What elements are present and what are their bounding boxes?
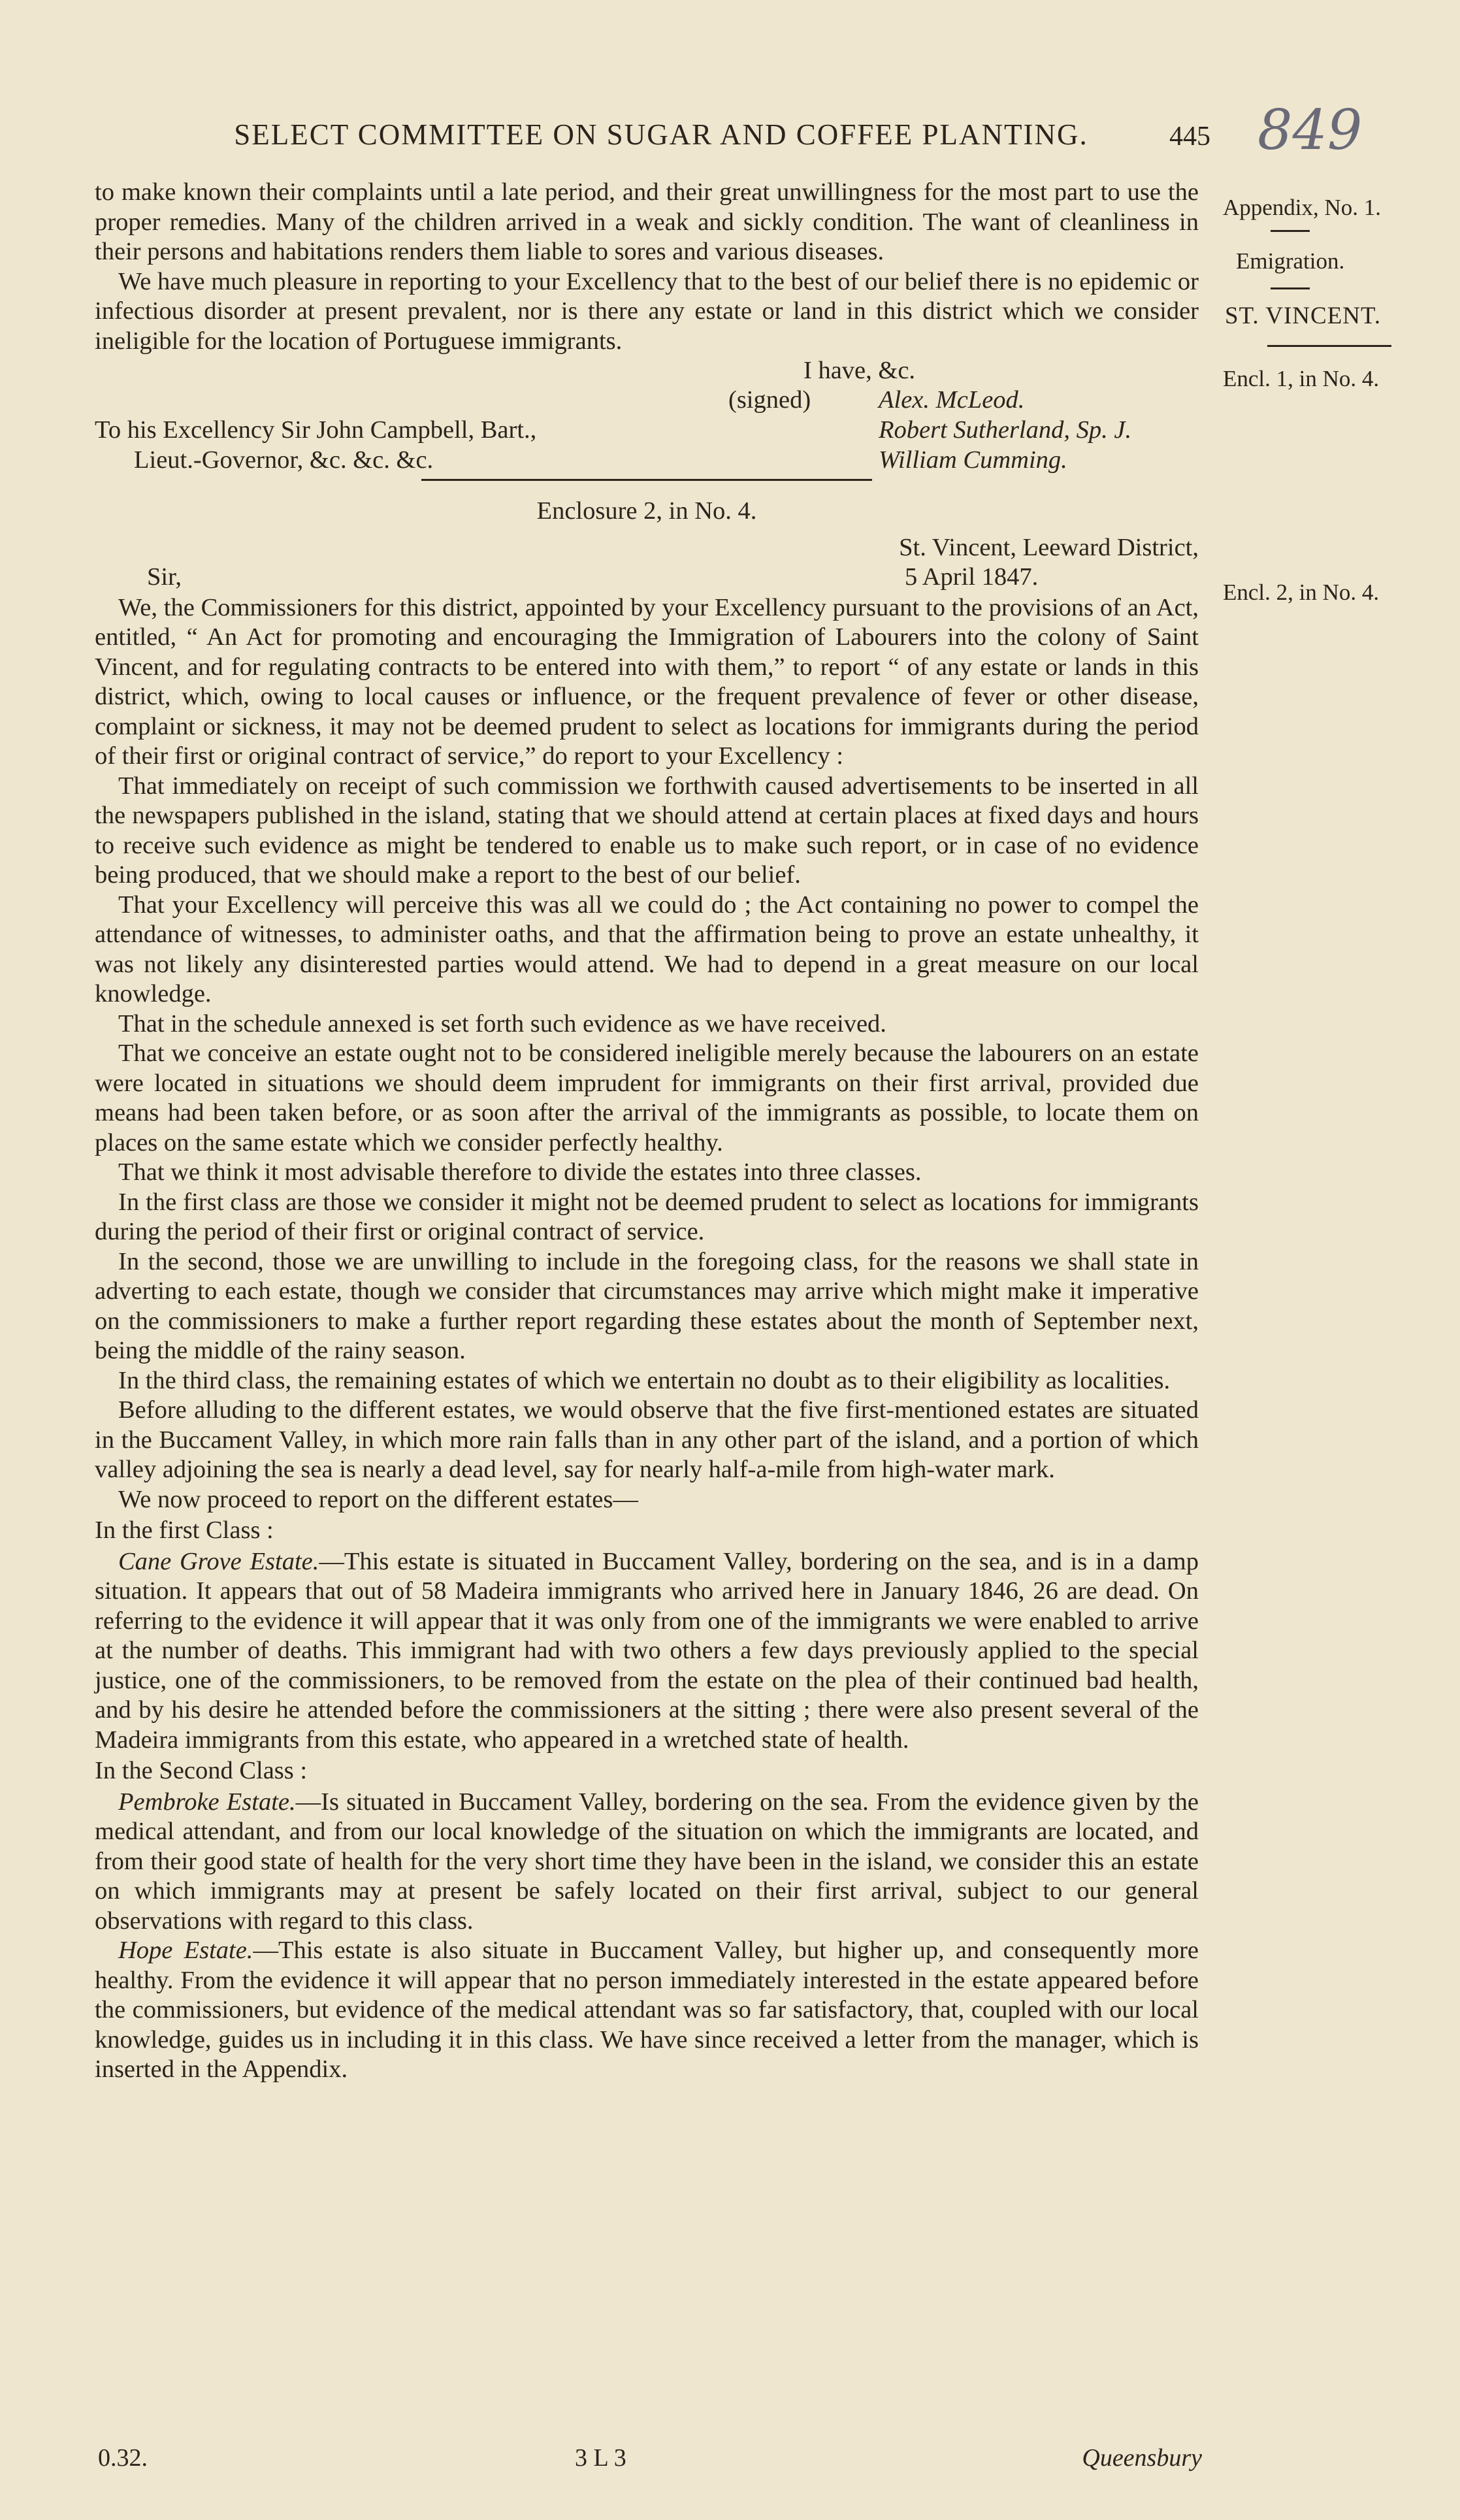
salutation: Sir,: [147, 563, 182, 591]
closing-phrase: I have, &c.: [803, 357, 916, 384]
margin-divider: [1271, 230, 1310, 232]
footer-catchword: Queensbury: [1082, 2444, 1202, 2472]
signature: Alex. McLeod.: [879, 386, 1025, 414]
estate-text: —This estate is situated in Buccament Valley, bordering on the sea, and is in a damp situation. It appears that out of 58 Madeira immigrants who arrived here in January 1846, 26 are dead. On referring to the evidence it will appear that it was only from one of the immigrants we were enabled to arrive at the number of deaths. This immigrant had with two others a few days previously applied to the special justice, one of the commissioners, to be removed from the estate on the plea of their continued bad health, and by his desire he attended before the commissioners at the sitting ; there were also present several of the Madeira immigrants from this estate, who appeared in a wretched state of health.: [95, 1547, 1199, 1754]
footer-gathering-mark: 3 L 3: [575, 2444, 626, 2472]
margin-note-emigration: Emigration.: [1236, 248, 1345, 274]
margin-divider: [1271, 287, 1310, 289]
handwritten-folio-number: 849: [1257, 98, 1363, 162]
section-divider: [421, 479, 872, 481]
paragraph: to make known their complaints until a late period, and their great unwillingness for the most part to use the proper remedies. Many of the children arrived in a weak and sickly condition. The want of cleanliness in their persons and habitations renders them liable to sores and various diseases.: [95, 178, 1199, 265]
paragraph: That we think it most advisable therefore to divide the estates into three classes.: [118, 1158, 922, 1186]
margin-note-encl2: Encl. 2, in No. 4.: [1223, 580, 1380, 605]
class-heading: In the first Class :: [95, 1516, 274, 1544]
main-text: [95, 178, 1199, 2085]
estate-text: —This estate is also situate in Buccament Valley, but higher up, and consequently more healthy. From the evidence it will appear that no person immediately interested in the estate appeared before the commissioners, but evidence of the medical attendant was so far satisfactory, that, coupled with our local knowledge, guides us in including it in this class. We have since received a letter from the manager, which is inserted in the Appendix.: [95, 1937, 1199, 2083]
margin-note-encl1: Encl. 1, in No. 4.: [1223, 366, 1380, 391]
page-number: 445: [1169, 122, 1210, 152]
paragraph: We, the Commissioners for this district, appointed by your Excellency pursuant to the provisions of an Act, entitled, “ An Act for promoting and encouraging the Immigration of Labourers into the colony of Saint Vincent, and for regulating contracts to be entered into with them,” to report “ of any estate or lands in this district, which, owing to local causes or influence, or the frequent prevalence of fever or other disease, complaint or sickness, it may not be deemed prudent to select as locations for immigrants during the period of their first or original contract of service,” do report to your Excellency :: [95, 593, 1199, 770]
estate-paragraph: [95, 1547, 1199, 1756]
estate-paragraph: [95, 1788, 1199, 1937]
letter-closing: [95, 356, 1199, 474]
margin-divider: [1267, 345, 1391, 347]
enclosure-title: Enclosure 2, in No. 4.: [536, 497, 757, 525]
addressee: Lieut.-Governor, &c. &c. &c.: [134, 446, 434, 474]
paragraph: That in the schedule annexed is set forth such evidence as we have received.: [118, 1009, 886, 1038]
estate-name: Cane Grove Estate.: [118, 1547, 319, 1575]
paragraph: That we conceive an estate ought not to be considered ineligible merely because the labourers on an estate were located in situations we should deem imprudent for immigrants on their first arrival, provided due means had been taken before, or as soon after the arrival of the immigrants as possible, to locate them on places on the same estate which we consider perfectly healthy.: [95, 1039, 1199, 1156]
paragraph: In the first class are those we consider it might not be deemed prudent to select as locations for immigrants during the period of their first or original contract of service.: [95, 1188, 1199, 1245]
paragraph: We have much pleasure in reporting to your Excellency that to the best of our belief there is no epidemic or infectious disorder at present prevalent, nor is there any estate or land in this district which we consider ineligible for the location of Portuguese immigrants.: [95, 267, 1199, 355]
running-header: SELECT COMMITTEE ON SUGAR AND COFFEE PLANTING.: [234, 118, 1088, 151]
letter-date: 5 April 1847.: [905, 563, 1039, 591]
margin-note-appendix: Appendix, No. 1.: [1223, 195, 1382, 220]
estate-text: —Is situated in Buccament Valley, bordering on the sea. From the evidence given by the medical attendant, and from our local knowledge of the situation on which the immigrants are located, and from their good state of health for the very short time they have been in the island, we consider this an estate on which immigrants may at present be safely located on their first arrival, subject to our general observations with regard to this class.: [95, 1788, 1199, 1935]
letter-dateline: [95, 533, 1199, 593]
signature: Robert Sutherland, Sp. J.: [879, 416, 1132, 444]
footer-signature-mark: 0.32.: [98, 2444, 148, 2472]
paragraph: We now proceed to report on the different estates—: [118, 1485, 638, 1513]
signed-label: (signed): [728, 386, 811, 414]
paragraph: That your Excellency will perceive this was all we could do ; the Act containing no power to compel the attendance of witnesses, to administer oaths, and that the affirmation being to prove an estate unhealthy, it was not likely any disinterested parties would attend. We had to depend in a great measure on our local knowledge.: [95, 891, 1199, 1007]
estate-name: Hope Estate.: [118, 1937, 253, 1964]
paragraph: That immediately on receipt of such commission we forthwith caused advertisements to be inserted in all the newspapers published in the island, stating that we should attend at certain places at fixed days and hours to receive such evidence as might be tendered to enable us to make such report, or in case of no evidence being produced, that we should make a report to the best of our belief.: [95, 772, 1199, 889]
signature: William Cumming.: [879, 446, 1067, 474]
letter-place: St. Vincent, Leeward District,: [899, 533, 1199, 561]
margin-note-colony: ST. VINCENT.: [1225, 303, 1382, 329]
class-heading: In the Second Class :: [95, 1757, 308, 1784]
addressee: To his Excellency Sir John Campbell, Bart.,: [95, 416, 537, 444]
estate-name: Pembroke Estate.: [118, 1788, 296, 1816]
paragraph: In the third class, the remaining estates of which we entertain no doubt as to their eligibility as localities.: [118, 1366, 1171, 1394]
paragraph: Before alluding to the different estates, we would observe that the five first-mentioned estates are situated in the Buccament Valley, in which more rain falls than in any other part of the island, and a portion of which valley adjoining the sea is nearly a dead level, say for nearly half-a-mile from high-water mark.: [95, 1396, 1199, 1483]
paragraph: In the second, those we are unwilling to include in the foregoing class, for the reasons we shall state in adverting to each estate, though we consider that circumstances may arrive which might make it imperative on the commissioners to make a further report regarding these estates about the month of September next, being the middle of the rainy season.: [95, 1247, 1199, 1364]
estate-paragraph: [95, 1936, 1199, 2085]
